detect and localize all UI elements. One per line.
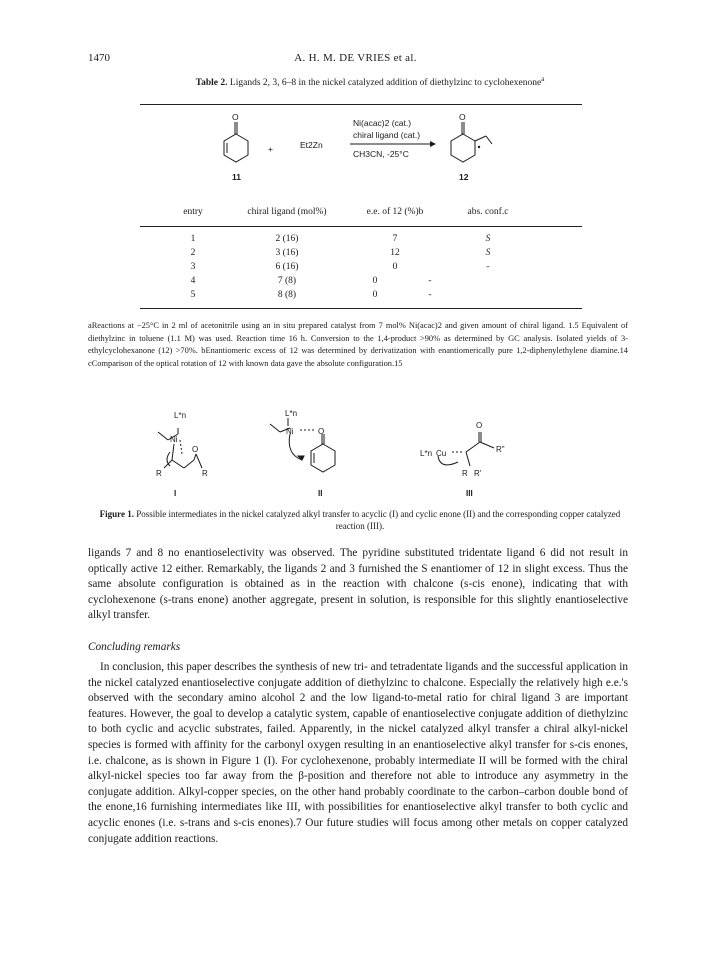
figure-intermediates <box>140 410 600 502</box>
cell-conf: - <box>486 262 490 272</box>
intermediate-III-r: R <box>462 469 468 478</box>
intermediate-II-structure <box>270 418 335 472</box>
intermediate-I-oxygen: O <box>192 445 199 454</box>
section-heading: Concluding remarks <box>88 641 181 653</box>
intermediate-III-copper: Cu <box>436 449 447 458</box>
cell-ligand: 6 (16) <box>275 262 299 272</box>
table-caption-label: Table 2. <box>195 78 228 89</box>
cell-ligand: 8 (8) <box>277 290 297 300</box>
cell-conf: S <box>485 234 491 244</box>
intermediate-I-label: I <box>174 489 177 498</box>
product-label: 12 <box>459 172 469 182</box>
table-caption-mark: a <box>541 75 545 83</box>
cell-entry: 3 <box>190 262 196 272</box>
cell-ee: 0 <box>392 262 398 272</box>
table-bottom-rule <box>140 308 582 309</box>
product-oxygen: O <box>459 112 466 122</box>
substrate-oxygen: O <box>232 112 239 122</box>
column-header-conf: abs. conf.c <box>467 207 509 217</box>
intermediate-III-r2: R" <box>496 445 505 454</box>
cell-entry: 2 <box>190 248 196 258</box>
intermediate-II-label: II <box>318 489 323 498</box>
intermediate-II-nickel: Ni <box>286 427 294 436</box>
cyclohexenone-structure <box>224 122 248 162</box>
reagent-et2zn: Et2Zn <box>300 140 323 150</box>
body-paragraph-2: In conclusion, this paper describes the synthesis of new tri- and tetradentate ligands and the successful application in the nickel catalyzed enantioselective conjugate addition of diethylzinc to chalcone. Especially the relatively high e.e.'s observed with the secondary amino alcohol 2 and the low ligand-to-metal ratio for chiral ligand 3 are important features. However, the goal to develop a catalytic system, capable of enantioselective conjugate addition of diethylzinc to both cyclic and acyclic substrates, failed. Apparently, in the nickel catalyzed alkyl transfer a chiral alkyl-nickel species is formed with affinity for the carbonyl oxygen resulting in an enantioselective alkyl transfer for s-cis enones, i.e. chalcone, as is shown in Figure 1 (I). For cyclohexenone, probably intermediate II will be formed with the chiral alkyl-nickel species too far away from the β-position and therefore not able to introduce any asymmetry in the conjugate addition. Alkyl-copper species, on the other hand probably coordinate to the carbon–carbon double bond of the enone,16 furnishing intermediates like III, with possibilities for enantioselective alkyl transfer to both cyclic and acyclic enones (i.e. s-trans and s-cis enones).7 Our future studies will focus among other metals on copper catalyzed conjugate addition reactions. <box>88 661 628 845</box>
cell-conf: - <box>428 276 432 286</box>
cell-conf: - <box>428 290 432 300</box>
intermediate-I-r-left: R <box>156 469 162 478</box>
intermediate-III-r1: R' <box>474 469 482 478</box>
cell-ligand: 2 (16) <box>275 234 299 244</box>
cell-ee: 0 <box>372 276 378 286</box>
intermediate-I-ligand: L*n <box>174 411 187 420</box>
product-structure <box>451 122 492 162</box>
reagent-plus: + <box>268 144 273 154</box>
running-title: A. H. M. DE VRIES et al. <box>294 52 417 64</box>
cell-ee: 0 <box>372 290 378 300</box>
conditions-line-2: chiral ligand (cat.) <box>353 130 421 140</box>
table-caption-text: Ligands 2, 3, 6–8 in the nickel catalyzed addition of diethylzinc to cyclohexenone <box>229 78 542 89</box>
cell-ee: 7 <box>392 234 398 244</box>
cell-entry: 5 <box>190 290 196 300</box>
conditions-line-1: Ni(acac)2 (cat.) <box>353 118 412 128</box>
intermediate-III-ligand: L*n <box>420 449 433 458</box>
figure-caption-label: Figure 1. <box>99 509 135 519</box>
reaction-arrow-head <box>430 141 436 147</box>
figure-caption-text: Possible intermediates in the nickel catalyzed alkyl transfer to acyclic (I) and cyclic enone (II) and the corresponding copper catalyzed reaction (III). <box>136 509 621 531</box>
table-footnotes: aReactions at −25°C in 2 ml of acetonitrile using an in situ prepared catalyst from 7 mol% Ni(acac)2 and given amount of chiral ligand. 1.5 Equivalent of diethylzinc in toluene (1.1 M) was used. Reaction time 16 h. Conversion to the 1,4-product >90% as determined by GC analysis. Isolated yields of 3-ethylcyclohexanone (12) >70%. bEnantiomeric excess of 12 was determined by derivatization with enantiomerically pure 1,2-diphenylethylene diamine.14 cComparison of the optical rotation of 12 with known data gave the absolute configuration.15 <box>88 321 628 368</box>
intermediate-II-oxygen: O <box>318 427 325 436</box>
intermediate-I-r-right: R <box>202 469 208 478</box>
page-number: 1470 <box>88 52 110 64</box>
intermediate-I-nickel: Ni <box>170 435 178 444</box>
table-top-rule <box>140 104 582 105</box>
column-header-ee: e.e. of 12 (%)b <box>366 207 424 217</box>
intermediate-II-ligand: L*n <box>285 410 298 418</box>
figure-caption <box>90 508 630 532</box>
body-paragraph-1: ligands 7 and 8 no enantioselectivity was observed. The pyridine substituted tridentate ligand 6 did not result in optically active 12 either. Remarkably, the ligands 2 and 3 furnished the S enantiomer of 12 in slight excess. Thus the same absolute configuration is obtained as in the reaction with chalcone (s-cis enone), indicating that with cyclohexenone (s-trans enone) another aggregate, present in solution, is responsible for this slightly enantioselective alkyl transfer. <box>88 547 628 622</box>
substrate-label: 11 <box>232 172 241 182</box>
column-header-entry: entry <box>183 207 203 217</box>
cell-ligand: 7 (8) <box>277 276 297 286</box>
table-caption <box>90 75 650 88</box>
stereocenter-dot <box>478 146 480 148</box>
cell-conf: S <box>485 248 491 258</box>
intermediate-III-label: III <box>466 489 473 498</box>
table-header-rule <box>140 226 582 227</box>
cell-ligand: 3 (16) <box>275 248 299 258</box>
cell-entry: 4 <box>190 276 196 286</box>
cell-ee: 12 <box>390 248 400 258</box>
reaction-scheme <box>140 108 582 196</box>
cell-entry: 1 <box>190 234 196 244</box>
column-header-ligand: chiral ligand (mol%) <box>247 207 327 217</box>
intermediate-III-structure <box>438 432 494 466</box>
conditions-line-3: CH3CN, -25°C <box>353 149 409 159</box>
intermediate-III-oxygen: O <box>476 421 483 430</box>
